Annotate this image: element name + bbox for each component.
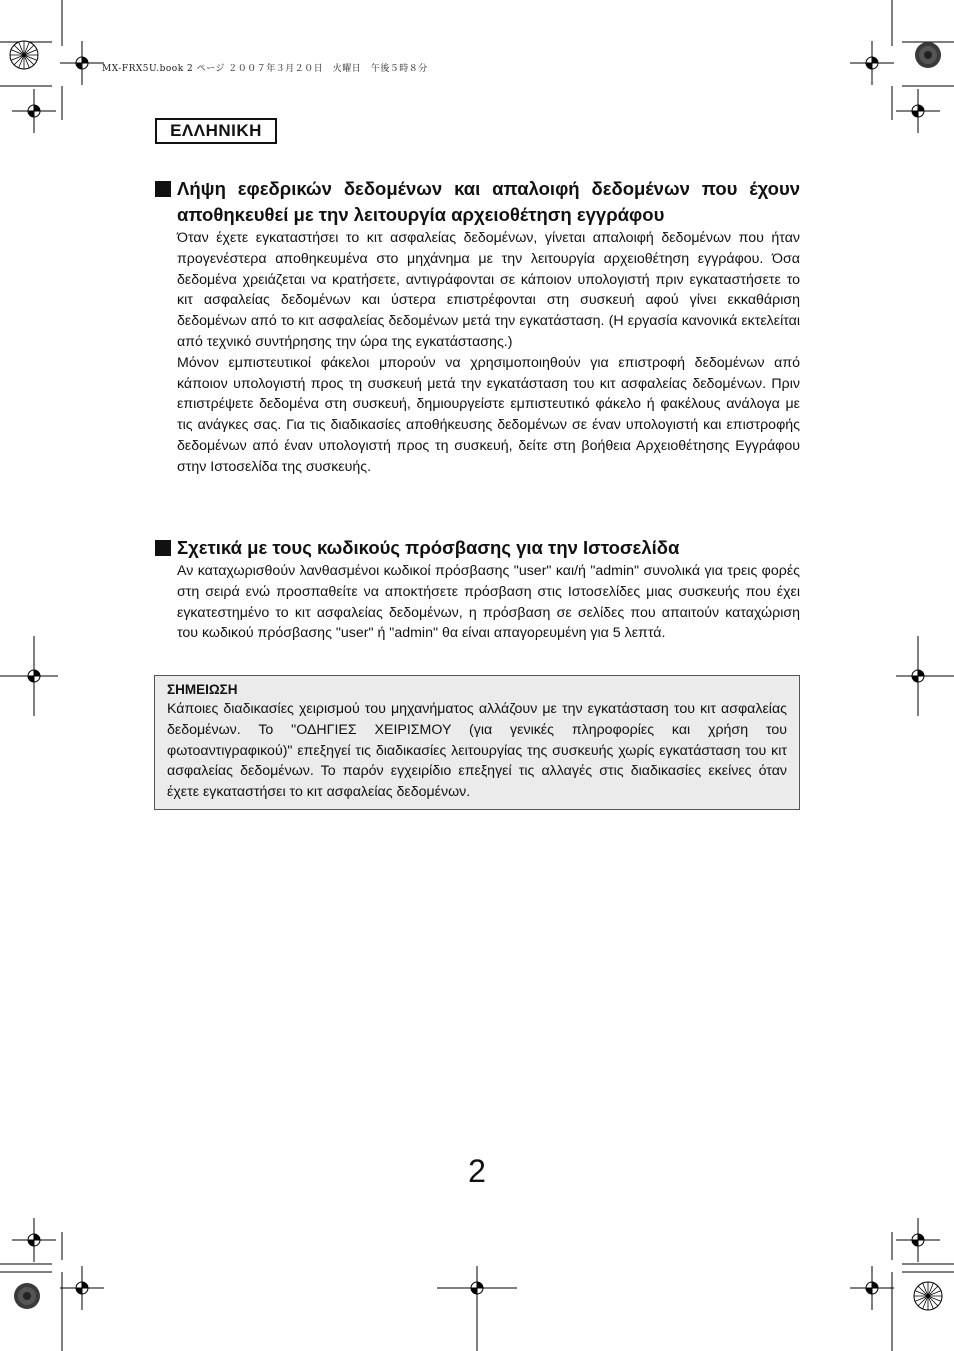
section-title: Λήψη εφεδρικών δεδομένων και απαλοιφή δεδομένων που έχουν αποθηκευθεί με την λειτουργία αρχειοθέτηση εγγράφου: [155, 176, 800, 228]
note-body: Κάποιες διαδικασίες χειρισμού του μηχανήματος αλλάζουν με την εγκατάσταση του κιτ ασφαλείας δεδομένων. Το "ΟΔΗΓΙΕΣ ΧΕΙΡΙΣΜΟΥ (για γενικές πληροφορίες και χρήση του φωτοαντιγραφικού)" επεξηγεί τις διαδικασίες λειτουργίας της συσκευής χωρίς εγκατάσταση του κιτ ασφαλείας δεδομένων. Το παρόν εγχειρίδιο επεξηγεί τις αλλαγές στις διαδικασίες εκείνες όταν έχετε εγκαταστήσει το κιτ ασφαλείας δεδομένων.: [167, 701, 787, 801]
section-title: Σχετικά με τους κωδικούς πρόσβασης για την Ιστοσελίδα: [155, 535, 800, 561]
page-number: 2: [468, 1153, 486, 1189]
print-header: MX-FRX5U.book 2 ページ ２００７年３月２０日 火曜日 午後５時８分: [102, 64, 428, 74]
note-box: [154, 675, 800, 810]
paragraph: Αν καταχωρισθούν λανθασμένοι κωδικοί πρόσβασης "user" και/ή "admin" συνολικά για τρεις φορές στη σειρά ενώ προσπαθείτε να αποκτήσετε πρόσβαση στις Ιστοσελίδες μιας συσκευής που έχει εγκατεστημένο το κιτ ασφαλείας δεδομένων, η πρόσβαση σε σελίδες που απαιτούν καταχώριση του κωδικού πρόσβασης "user" ή "admin" θα είναι απαγορευμένη για 5 λεπτά.: [177, 563, 800, 642]
note-title: ΣΗΜΕΙΩΣΗ: [167, 682, 238, 697]
section-backup-data: [155, 176, 800, 478]
bullet-square-icon: [155, 181, 171, 197]
language-label: ΕΛΛΗΝΙΚΗ: [155, 118, 277, 144]
section-web-passwords: [155, 535, 800, 644]
paragraph: Μόνον εμπιστευτικοί φάκελοι μπορούν να χρησιμοποιηθούν για επιστροφή δεδομένων από κάποιον υπολογιστή προς τη συσκευή μετά την εγκατάσταση του κιτ ασφαλείας δεδομένων. Πριν επιστρέψετε δεδομένα στη συσκευή, δημιουργείστε εμπιστευτικό φάκελο ή φακέλους ανάλογα με τις ανάγκες σας. Για τις διαδικασίες αποθήκευσης δεδομένων σε έναν υπολογιστή και επιστροφής δεδομένων από έναν υπολογιστή προς τη συσκευή, δείτε στη βοήθεια Αρχειοθέτησης Εγγράφου στην Ιστοσελίδα της συσκευής.: [177, 354, 800, 475]
bullet-square-icon: [155, 540, 171, 556]
paragraph: Όταν έχετε εγκαταστήσει το κιτ ασφαλείας δεδομένων, γίνεται απαλοιφή δεδομένων που ήταν προγενέστερα αποθηκευμένα στο μηχάνημα με την λειτουργία αρχειοθέτηση εγγράφου. Όσα δεδομένα χρειάζεται να κρατήσετε, αντιγράφονται σε κάποιον υπολογιστή πριν εγκαταστήσετε το κιτ ασφαλείας δεδομένων και ύστερα επιστρέφονται στη συσκευή αφού γίνει εκκαθάριση δεδομένων από το κιτ ασφαλείας δεδομένων μετά την εγκατάσταση. (Η εργασία κανονικά εκτελείται από τεχνικό συντήρησης την ώρα της εγκατάστασης.): [177, 230, 800, 350]
